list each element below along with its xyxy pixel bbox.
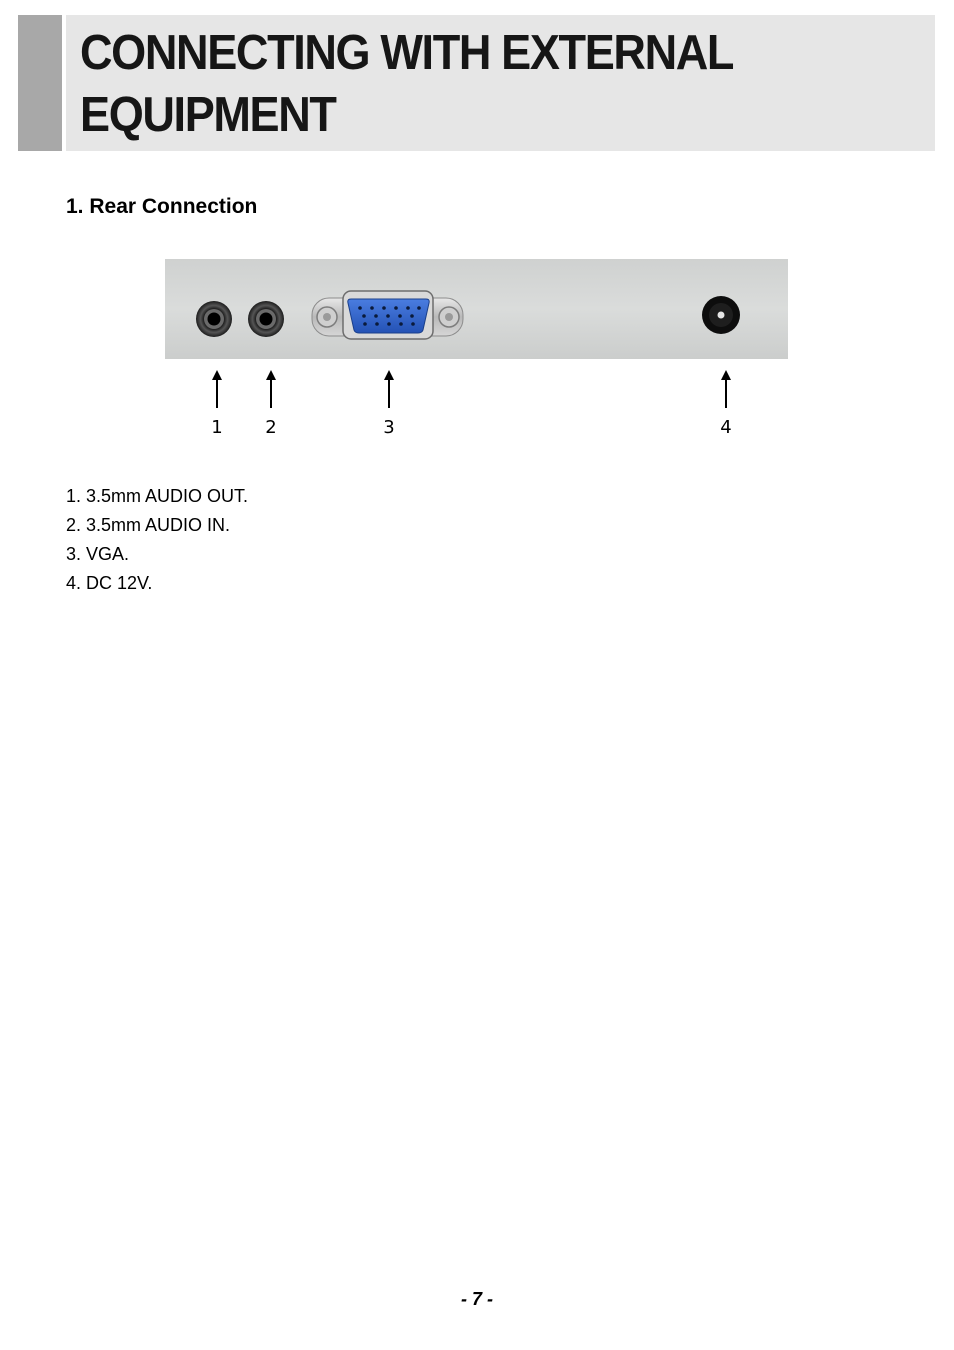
callout-arrows [165, 365, 788, 440]
vga-port-icon [312, 291, 463, 339]
connection-list [66, 482, 248, 598]
callout-label-1: 1 [211, 417, 223, 438]
arrow-1-icon [212, 370, 222, 408]
callout-label-2: 2 [265, 417, 277, 438]
callout-label-4: 4 [720, 417, 732, 438]
arrow-3-icon [384, 370, 394, 408]
section-heading: 1. Rear Connection [66, 195, 258, 218]
dc-power-jack-icon [702, 296, 740, 334]
list-item: 2. 3.5mm AUDIO IN. [66, 515, 231, 535]
page-title [80, 22, 834, 146]
list-item: 3. VGA. [66, 544, 130, 564]
audio-in-jack-icon [248, 301, 284, 337]
rear-panel-image [165, 259, 788, 359]
page-title-line-2: EQUIPMENT [80, 88, 336, 142]
header-accent [18, 15, 62, 151]
page-title-line-1: CONNECTING WITH EXTERNAL [80, 26, 734, 80]
arrow-4-icon [721, 370, 731, 408]
callout-label-3: 3 [383, 417, 395, 438]
page-number: - 7 - [460, 1289, 493, 1309]
list-item: 4. DC 12V. [66, 573, 153, 593]
header-divider [62, 15, 66, 151]
list-item: 1. 3.5mm AUDIO OUT. [66, 486, 249, 506]
arrow-2-icon [266, 370, 276, 408]
audio-out-jack-icon [196, 301, 232, 337]
